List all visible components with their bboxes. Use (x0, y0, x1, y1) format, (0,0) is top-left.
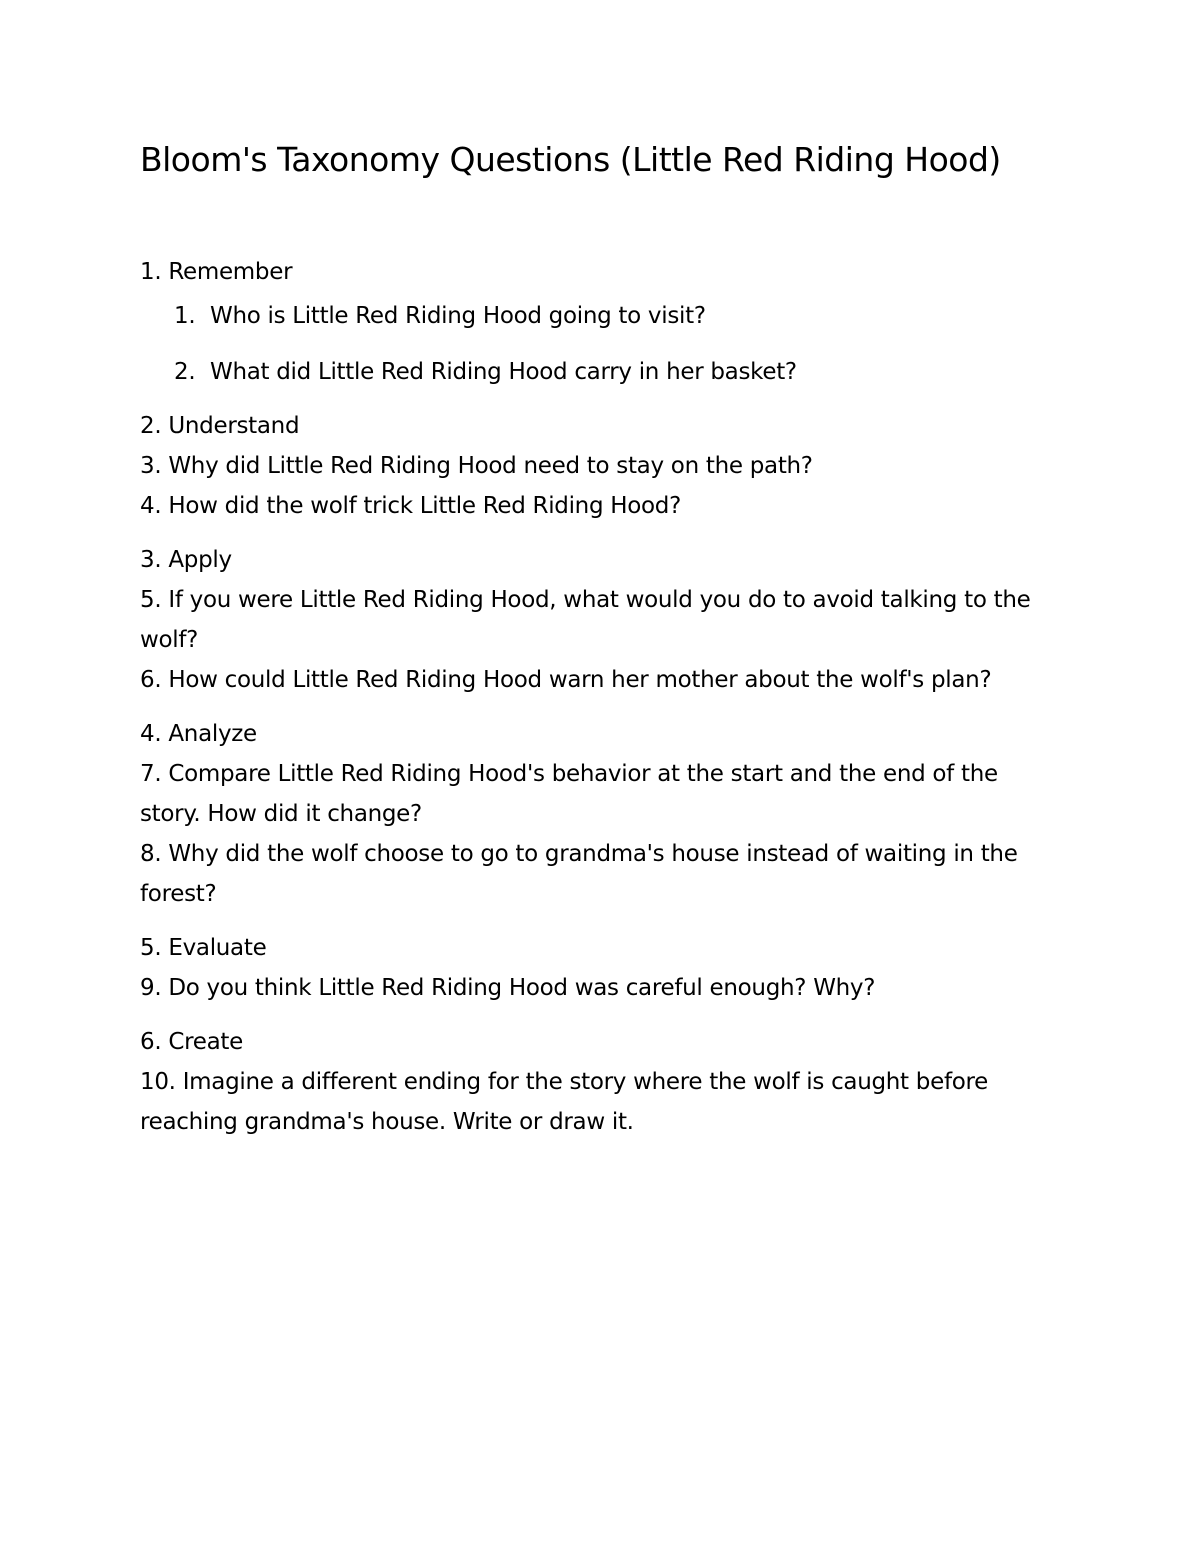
question-text: What did Little Red Riding Hood carry in her basket? (210, 359, 797, 385)
section-heading: 3. Apply (140, 547, 232, 573)
list-item (174, 296, 1060, 336)
section-understand (140, 406, 1060, 526)
list-item-number: 2. (174, 359, 196, 385)
page-title: Bloom's Taxonomy Questions (Little Red Riding Hood) (140, 140, 1001, 179)
question-text: 8. Why did the wolf choose to go to grandma's house instead of waiting in the forest? (140, 841, 1018, 907)
section-heading: 5. Evaluate (140, 935, 267, 961)
section-create (140, 1022, 1060, 1142)
section-analyze (140, 714, 1060, 914)
question-text: 3. Why did Little Red Riding Hood need to stay on the path? (140, 453, 813, 479)
question-text: 4. How did the wolf trick Little Red Riding Hood? (140, 493, 682, 519)
section-evaluate (140, 928, 1060, 1008)
question-text: 9. Do you think Little Red Riding Hood was careful enough? Why? (140, 975, 876, 1001)
question-text: 5. If you were Little Red Riding Hood, what would you do to avoid talking to the wolf? (140, 587, 1031, 653)
section-heading: 2. Understand (140, 413, 300, 439)
section-remember (140, 252, 1060, 392)
question-text: 10. Imagine a different ending for the story where the wolf is caught before reaching grandma's house. Write or draw it. (140, 1069, 989, 1135)
section-heading: 4. Analyze (140, 721, 257, 747)
list-item-number: 1. (174, 303, 196, 329)
question-text: 6. How could Little Red Riding Hood warn her mother about the wolf's plan? (140, 667, 992, 693)
section-apply (140, 540, 1060, 700)
list-item (174, 352, 1060, 392)
section-heading: 6. Create (140, 1029, 243, 1055)
section-heading: 1. Remember (140, 259, 293, 285)
remember-question-list (140, 296, 1060, 392)
questions-content (140, 252, 1060, 1156)
question-text: Who is Little Red Riding Hood going to visit? (210, 303, 706, 329)
question-text: 7. Compare Little Red Riding Hood's behavior at the start and the end of the story. How did it change? (140, 761, 998, 827)
